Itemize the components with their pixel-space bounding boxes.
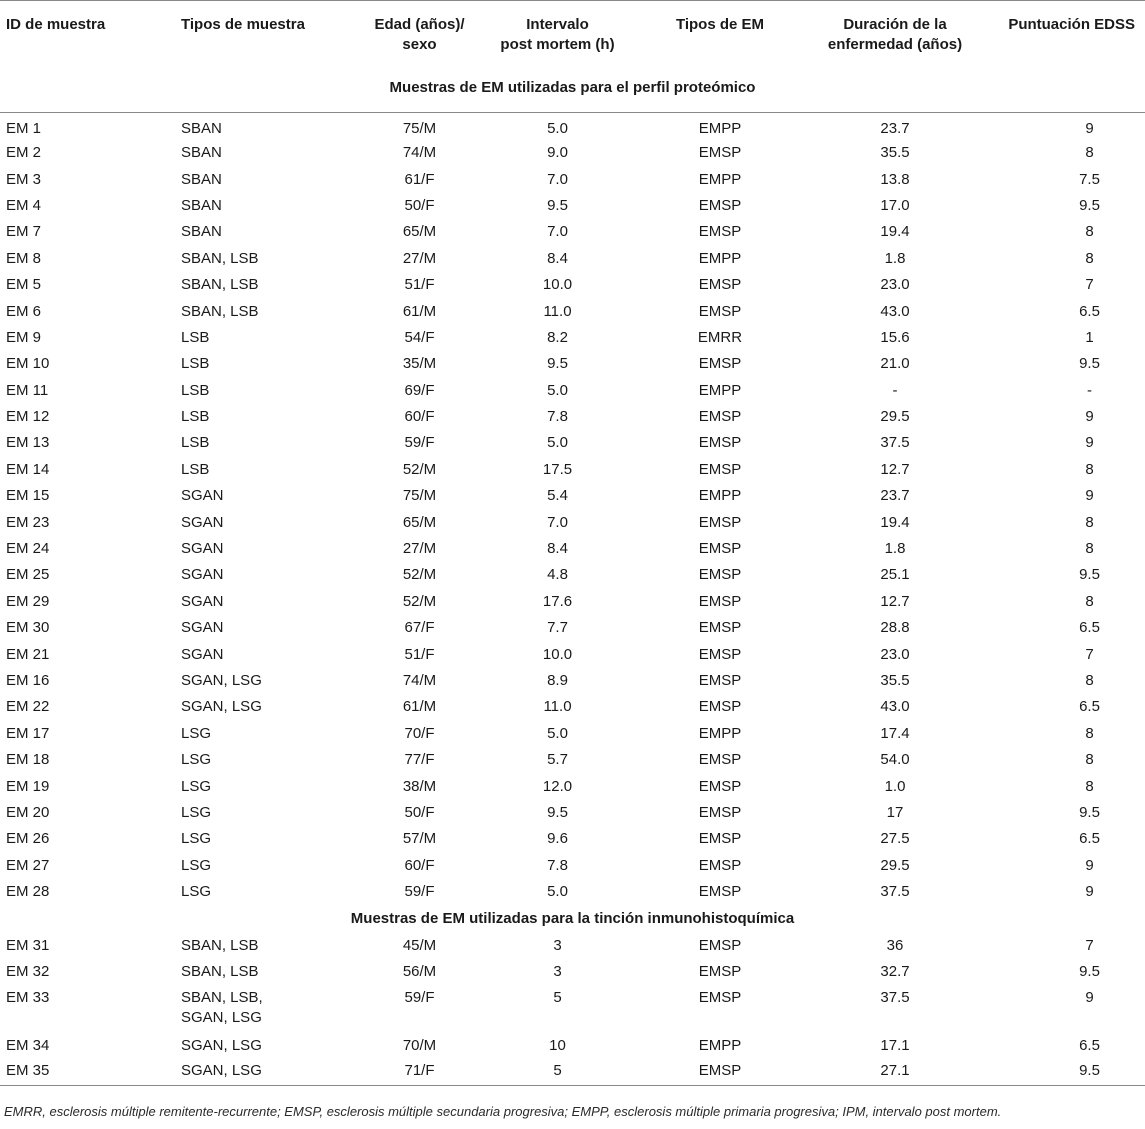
ihc-rows — [0, 932, 1145, 1086]
cell-age-sex: 52/M — [402, 566, 437, 584]
cell-edss-score: 8 — [1085, 513, 1094, 531]
table-row — [0, 246, 1145, 272]
table-row — [0, 483, 1145, 509]
table-row — [0, 747, 1145, 773]
cell-ms-type: EMSP — [698, 619, 742, 637]
cell-ms-type: EMSP — [698, 751, 742, 769]
cell-edss-score: 8 — [1085, 592, 1094, 610]
header-row — [0, 1, 1145, 65]
cell-disease-duration: 23.0 — [880, 645, 910, 663]
cell-postmortem-interval: 7.0 — [547, 513, 568, 531]
cell-disease-duration: 12.7 — [880, 592, 910, 610]
cell-edss-score: 8 — [1085, 724, 1094, 742]
cell-ms-type: EMPP — [698, 487, 742, 505]
cell-ms-type: EMSP — [698, 777, 742, 795]
cell-sample-id: EM 4 — [6, 196, 42, 214]
cell-edss-score: 9.5 — [1079, 803, 1100, 821]
cell-edss-score: 8 — [1085, 249, 1094, 267]
cell-postmortem-interval: 8.2 — [547, 328, 568, 346]
table-row — [0, 721, 1145, 747]
cell-ms-type: EMSP — [698, 223, 742, 241]
cell-sample-id: EM 1 — [6, 120, 42, 137]
cell-sample-types: SGAN, LSG — [181, 672, 262, 689]
table-row — [0, 959, 1145, 985]
cell-age-sex: 61/M — [402, 302, 437, 320]
cell-age-sex: 65/M — [402, 223, 437, 241]
cell-ms-type: EMPP — [698, 1037, 742, 1055]
cell-postmortem-interval: 7.7 — [547, 619, 568, 637]
cell-sample-types: LSG — [181, 883, 212, 901]
cell-sample-types: SBAN — [181, 223, 222, 241]
table-row — [0, 404, 1145, 430]
table-row — [0, 615, 1145, 641]
cell-postmortem-interval: 3 — [553, 936, 562, 954]
cell-sample-types: SBAN, LSB — [181, 276, 259, 294]
cell-sample-types: LSB — [181, 381, 210, 399]
cell-age-sex: 38/M — [402, 777, 437, 795]
cell-sample-types: SGAN — [181, 487, 224, 505]
cell-age-sex: 70/F — [404, 724, 435, 742]
cell-sample-id: EM 30 — [6, 619, 50, 637]
cell-age-sex: 59/F — [404, 989, 435, 1007]
cell-ms-type: EMSP — [698, 566, 742, 584]
cell-sample-types: LSB — [181, 408, 210, 426]
cell-sample-id: EM 35 — [0, 1060, 150, 1086]
cell-disease-duration: 17 — [886, 803, 904, 821]
cell-postmortem-interval: 9.0 — [547, 144, 568, 162]
cell-ms-type: EMSP — [698, 592, 742, 610]
cell-sample-id: EM 31 — [6, 936, 50, 954]
cell-age-sex: 67/F — [404, 619, 435, 637]
cell-sample-id: EM 25 — [6, 566, 50, 584]
table-row — [0, 536, 1145, 562]
cell-postmortem-interval: 12.0 — [542, 777, 573, 795]
cell-age-sex: 35/M — [402, 355, 437, 373]
cell-edss-score: 9 — [1085, 120, 1094, 137]
cell-sample-id: EM 2 — [6, 144, 42, 162]
cell-sample-types-line2: SGAN, LSG — [181, 1009, 262, 1027]
cell-ms-type: EMPP — [698, 381, 742, 399]
cell-postmortem-interval: 10 — [549, 1037, 566, 1055]
cell-disease-duration: 37.5 — [880, 989, 910, 1007]
cell-ms-type: EMSP — [698, 302, 742, 320]
proteome-rows — [0, 113, 1145, 906]
cell-postmortem-interval: 8.4 — [547, 540, 568, 558]
cell-ms-type: EMSP — [698, 460, 742, 478]
cell-postmortem-interval: 9.5 — [547, 803, 568, 821]
cell-sample-id: EM 29 — [6, 592, 50, 610]
cell-age-sex: 71/F — [340, 1060, 470, 1086]
cell-sample-types: SGAN — [181, 645, 224, 663]
header-disease-duration: Duración de la enfermedad (años) — [795, 1, 995, 65]
cell-sample-types: LSG — [181, 830, 212, 848]
cell-postmortem-interval: 7.8 — [547, 408, 568, 426]
cell-sample-id: EM 18 — [6, 751, 50, 769]
cell-edss-score: 8 — [1085, 223, 1094, 241]
cell-disease-duration: 1.8 — [884, 249, 906, 267]
section-title-ihc: Muestras de EM utilizadas para la tinción inmunohistoquímica — [350, 909, 795, 927]
cell-disease-duration: 37.5 — [880, 434, 910, 452]
cell-edss-score: 7 — [1085, 276, 1094, 294]
cell-disease-duration: 23.0 — [880, 276, 910, 294]
cell-sample-types: SBAN — [181, 196, 222, 214]
cell-sample-types: SGAN — [181, 619, 224, 637]
table-row — [0, 378, 1145, 404]
cell-ms-type: EMSP — [698, 698, 742, 716]
cell-edss-score: 9 — [1085, 989, 1094, 1007]
cell-edss-score: 7 — [1085, 936, 1094, 954]
cell-sample-types: SGAN — [181, 566, 224, 584]
cell-age-sex: 75/M — [402, 120, 437, 137]
table-row — [0, 800, 1145, 826]
cell-postmortem-interval: 5.0 — [547, 724, 568, 742]
cell-postmortem-interval: 5 — [470, 1060, 645, 1086]
table-footnote: EMRR, esclerosis múltiple remitente-recurrente; EMSP, esclerosis múltiple secundaria progresiva; EMPP, esclerosis múltiple primaria progresiva; IPM, intervalo post mortem. — [4, 1104, 1002, 1119]
cell-disease-duration: 23.7 — [880, 120, 910, 137]
cell-sample-types: SGAN — [181, 540, 224, 558]
cell-edss-score: 6.5 — [1079, 619, 1100, 637]
ihc-section — [0, 905, 1145, 932]
cell-disease-duration: 1.0 — [884, 777, 906, 795]
cell-postmortem-interval: 5.4 — [547, 487, 568, 505]
cell-disease-duration: 35.5 — [880, 144, 910, 162]
header-sample-types: Tipos de muestra — [150, 1, 340, 65]
cell-edss-score: 9 — [1085, 434, 1094, 452]
table-row — [0, 879, 1145, 905]
cell-sample-id: EM 33 — [6, 989, 50, 1007]
cell-postmortem-interval: 5 — [553, 989, 562, 1007]
table-row — [0, 113, 1145, 141]
cell-disease-duration: 25.1 — [880, 566, 910, 584]
table-row — [0, 140, 1145, 166]
table-row — [0, 166, 1145, 192]
cell-age-sex: 61/M — [402, 698, 437, 716]
cell-disease-duration: 17.1 — [880, 1037, 910, 1055]
cell-ms-type: EMSP — [698, 276, 742, 294]
cell-postmortem-interval: 5.7 — [547, 751, 568, 769]
cell-ms-type: EMSP — [698, 936, 742, 954]
cell-ms-type: EMSP — [698, 803, 742, 821]
cell-sample-id: EM 15 — [6, 487, 50, 505]
cell-ms-type: EMSP — [698, 513, 742, 531]
cell-postmortem-interval: 7.8 — [547, 856, 568, 874]
cell-sample-types-line1: SBAN, LSB, — [181, 989, 263, 1007]
cell-disease-duration: 35.5 — [880, 672, 910, 689]
cell-sample-types: SBAN, LSB — [181, 302, 259, 320]
table-row — [0, 641, 1145, 667]
cell-disease-duration: 28.8 — [880, 619, 910, 637]
cell-age-sex: 51/F — [404, 645, 435, 663]
table-row — [0, 351, 1145, 377]
cell-disease-duration: - — [892, 381, 898, 399]
cell-ms-type: EMSP — [698, 196, 742, 214]
cell-postmortem-interval: 7.0 — [547, 223, 568, 241]
cell-sample-id: EM 26 — [6, 830, 50, 848]
section-heading-ihc — [0, 905, 1145, 932]
cell-sample-id: EM 17 — [6, 724, 50, 742]
cell-sample-id: EM 10 — [6, 355, 50, 373]
table-row — [0, 325, 1145, 351]
cell-postmortem-interval: 5.0 — [547, 381, 568, 399]
cell-disease-duration: 29.5 — [880, 856, 910, 874]
cell-age-sex: 70/M — [402, 1037, 437, 1055]
table-row — [0, 193, 1145, 219]
cell-sample-id: EM 7 — [6, 223, 42, 241]
cell-sample-types: SBAN, LSB — [181, 249, 259, 267]
cell-edss-score: - — [1087, 381, 1092, 399]
cell-sample-id: EM 27 — [6, 856, 50, 874]
cell-edss-score: 9 — [1085, 883, 1094, 901]
cell-ms-type: EMSP — [698, 434, 742, 452]
cell-sample-id: EM 6 — [6, 302, 42, 320]
cell-postmortem-interval: 10.0 — [542, 645, 573, 663]
header-sample-id: ID de muestra — [0, 1, 150, 65]
cell-edss-score: 6.5 — [1079, 698, 1100, 716]
cell-age-sex: 69/F — [404, 381, 435, 399]
table-row — [0, 1060, 1145, 1086]
cell-postmortem-interval: 8.4 — [547, 249, 568, 267]
cell-postmortem-interval: 9.6 — [547, 830, 568, 848]
cell-ms-type: EMSP — [698, 989, 742, 1007]
cell-ms-type: EMSP — [698, 144, 742, 162]
cell-age-sex: 74/M — [402, 672, 437, 689]
table-row — [0, 298, 1145, 324]
cell-sample-types: LSG — [181, 751, 212, 769]
cell-sample-id: EM 14 — [6, 460, 50, 478]
cell-age-sex: 27/M — [402, 540, 437, 558]
cell-edss-score: 9.5 — [1079, 196, 1100, 214]
cell-postmortem-interval: 17.5 — [542, 460, 573, 478]
table-row — [0, 932, 1145, 958]
cell-age-sex: 52/M — [402, 460, 437, 478]
cell-sample-types: LSB — [181, 328, 210, 346]
cell-age-sex: 65/M — [402, 513, 437, 531]
cell-ms-type: EMSP — [698, 672, 742, 689]
cell-disease-duration: 17.0 — [880, 196, 910, 214]
cell-sample-id: EM 3 — [6, 170, 42, 188]
cell-ms-type: EMSP — [698, 883, 742, 901]
cell-age-sex: 74/M — [402, 144, 437, 162]
cell-postmortem-interval: 11.0 — [543, 698, 572, 716]
cell-age-sex: 54/F — [404, 328, 435, 346]
table-row — [0, 562, 1145, 588]
cell-age-sex: 56/M — [402, 962, 437, 980]
cell-edss-score: 9.5 — [1079, 355, 1100, 373]
cell-postmortem-interval: 11.0 — [543, 302, 572, 320]
table-row — [0, 668, 1145, 694]
table-row — [0, 1033, 1145, 1059]
cell-disease-duration: 54.0 — [880, 751, 910, 769]
header-postmortem-interval: Intervalo post mortem (h) — [470, 1, 645, 65]
cell-sample-id: EM 11 — [6, 381, 49, 399]
cell-age-sex: 57/M — [402, 830, 437, 848]
cell-disease-duration: 21.0 — [880, 355, 910, 373]
cell-age-sex: 52/M — [402, 592, 437, 610]
cell-disease-duration: 43.0 — [880, 302, 910, 320]
cell-edss-score: 8 — [1085, 751, 1094, 769]
cell-sample-id: EM 12 — [6, 408, 50, 426]
cell-ms-type: EMPP — [698, 120, 742, 137]
cell-disease-duration: 29.5 — [880, 408, 910, 426]
cell-edss-score: 7.5 — [1079, 170, 1100, 188]
table-row — [0, 457, 1145, 483]
cell-age-sex: 75/M — [402, 487, 437, 505]
table-row — [0, 430, 1145, 456]
cell-sample-id: EM 13 — [6, 434, 50, 452]
cell-ms-type: EMSP — [698, 540, 742, 558]
cell-sample-types: SGAN, LSG — [181, 1037, 262, 1055]
cell-postmortem-interval: 10.0 — [542, 276, 573, 294]
cell-disease-duration: 1.8 — [884, 540, 906, 558]
cell-edss-score: 8 — [1085, 144, 1094, 162]
cell-ms-type: EMPP — [698, 724, 742, 742]
cell-edss-score: 8 — [1085, 460, 1094, 478]
cell-sample-types: LSB — [181, 460, 210, 478]
cell-disease-duration: 19.4 — [880, 513, 910, 531]
cell-sample-id: EM 32 — [6, 962, 50, 980]
cell-edss-score: 6.5 — [1079, 302, 1100, 320]
table-row — [0, 589, 1145, 615]
cell-sample-id: EM 5 — [6, 276, 42, 294]
cell-sample-types: SBAN, LSB — [181, 936, 259, 954]
cell-postmortem-interval: 4.8 — [547, 566, 568, 584]
section-heading-proteome — [0, 65, 1145, 113]
cell-sample-types: SBAN, LSB — [181, 962, 259, 980]
cell-edss-score: 7 — [1085, 645, 1094, 663]
cell-edss-score: 8 — [1085, 540, 1094, 558]
cell-sample-id: EM 23 — [6, 513, 50, 531]
cell-age-sex: 45/M — [402, 936, 437, 954]
cell-disease-duration: 43.0 — [880, 698, 910, 716]
cell-disease-duration: 32.7 — [880, 962, 910, 980]
cell-sample-types: SGAN — [181, 513, 224, 531]
cell-edss-score: 8 — [1085, 672, 1094, 689]
table-header — [0, 1, 1145, 113]
header-edss-score: Puntuación EDSS — [995, 1, 1145, 65]
cell-edss-score: 9.5 — [1079, 962, 1100, 980]
cell-age-sex: 59/F — [404, 883, 435, 901]
cell-edss-score: 6.5 — [1079, 830, 1100, 848]
cell-disease-duration: 19.4 — [880, 223, 910, 241]
cell-edss-score: 6.5 — [1079, 1037, 1100, 1055]
table-row — [0, 853, 1145, 879]
section-title-proteome: Muestras de EM utilizadas para el perfil proteómico — [0, 65, 1145, 113]
cell-sample-id: EM 20 — [6, 803, 50, 821]
table-row — [0, 509, 1145, 535]
cell-sample-id: EM 34 — [6, 1037, 50, 1055]
cell-age-sex: 50/F — [404, 196, 435, 214]
cell-ms-type: EMSP — [698, 830, 742, 848]
cell-age-sex: 27/M — [402, 249, 437, 267]
cell-ms-type: EMPP — [698, 249, 742, 267]
cell-edss-score: 9 — [1085, 487, 1094, 505]
table-row — [0, 985, 1145, 1033]
cell-age-sex: 50/F — [404, 803, 435, 821]
cell-sample-types: SGAN, LSG — [181, 698, 262, 716]
cell-sample-types: LSG — [181, 777, 212, 795]
cell-sample-types: SBAN — [181, 170, 222, 188]
header-age-sex: Edad (años)/ sexo — [340, 1, 470, 65]
cell-disease-duration: 23.7 — [880, 487, 910, 505]
cell-age-sex: 77/F — [404, 751, 435, 769]
cell-ms-type: EMSP — [698, 355, 742, 373]
cell-disease-duration: 17.4 — [880, 724, 910, 742]
table-row — [0, 272, 1145, 298]
cell-ms-type: EMSP — [698, 408, 742, 426]
header-ms-types: Tipos de EM — [645, 1, 795, 65]
cell-disease-duration: 12.7 — [880, 460, 910, 478]
cell-sample-types: SGAN, LSG — [150, 1060, 340, 1086]
cell-sample-types: LSG — [181, 856, 212, 874]
cell-sample-types: LSB — [181, 434, 210, 452]
cell-age-sex: 51/F — [404, 276, 435, 294]
cell-edss-score: 9.5 — [995, 1060, 1145, 1086]
cell-edss-score: 9 — [1085, 856, 1094, 874]
cell-age-sex: 60/F — [404, 856, 435, 874]
cell-disease-duration: 13.8 — [880, 170, 910, 188]
cell-sample-id: EM 21 — [6, 645, 50, 663]
cell-sample-types: SBAN — [181, 120, 222, 137]
cell-postmortem-interval: 3 — [553, 962, 562, 980]
cell-edss-score: 8 — [1085, 777, 1094, 795]
cell-sample-id: EM 8 — [6, 249, 42, 267]
cell-sample-id: EM 24 — [6, 540, 50, 558]
cell-sample-id: EM 16 — [6, 672, 50, 689]
cell-disease-duration: 15.6 — [880, 328, 910, 346]
table-row — [0, 219, 1145, 245]
cell-disease-duration: 37.5 — [880, 883, 910, 901]
cell-postmortem-interval: 5.0 — [547, 120, 568, 137]
cell-sample-id: EM 28 — [6, 883, 50, 901]
cell-ms-type: EMPP — [698, 170, 742, 188]
table-row — [0, 694, 1145, 720]
table-row — [0, 826, 1145, 852]
cell-age-sex: 60/F — [404, 408, 435, 426]
cell-edss-score: 9 — [1085, 408, 1094, 426]
cell-sample-types: LSG — [181, 803, 212, 821]
cell-postmortem-interval: 5.0 — [547, 883, 568, 901]
cell-ms-type: EMSP — [645, 1060, 795, 1086]
cell-sample-id: EM 22 — [6, 698, 50, 716]
cell-sample-types: SBAN — [181, 144, 222, 162]
cell-disease-duration: 27.5 — [880, 830, 910, 848]
cell-ms-type: EMSP — [698, 962, 742, 980]
cell-sample-types: LSG — [181, 724, 212, 742]
cell-postmortem-interval: 5.0 — [547, 434, 568, 452]
cell-ms-type: EMSP — [698, 856, 742, 874]
cell-sample-types: LSB — [181, 355, 210, 373]
cell-edss-score: 9.5 — [1079, 566, 1100, 584]
cell-postmortem-interval: 8.9 — [547, 672, 568, 689]
table-row — [0, 773, 1145, 799]
cell-age-sex: 61/F — [404, 170, 435, 188]
cell-sample-types: SGAN — [181, 592, 224, 610]
cell-sample-id: EM 19 — [6, 777, 50, 795]
cell-sample-types — [150, 985, 340, 1033]
cell-age-sex: 59/F — [404, 434, 435, 452]
cell-postmortem-interval: 7.0 — [547, 170, 568, 188]
cell-postmortem-interval: 9.5 — [547, 196, 568, 214]
cell-disease-duration: 27.1 — [795, 1060, 995, 1086]
cell-sample-id: EM 9 — [6, 328, 42, 346]
cell-ms-type: EMSP — [698, 645, 742, 663]
cell-ms-type: EMRR — [697, 328, 743, 346]
cell-postmortem-interval: 17.6 — [542, 592, 573, 610]
cell-postmortem-interval: 9.5 — [547, 355, 568, 373]
cell-disease-duration: 36 — [886, 936, 904, 954]
cell-edss-score: 1 — [1085, 328, 1094, 346]
